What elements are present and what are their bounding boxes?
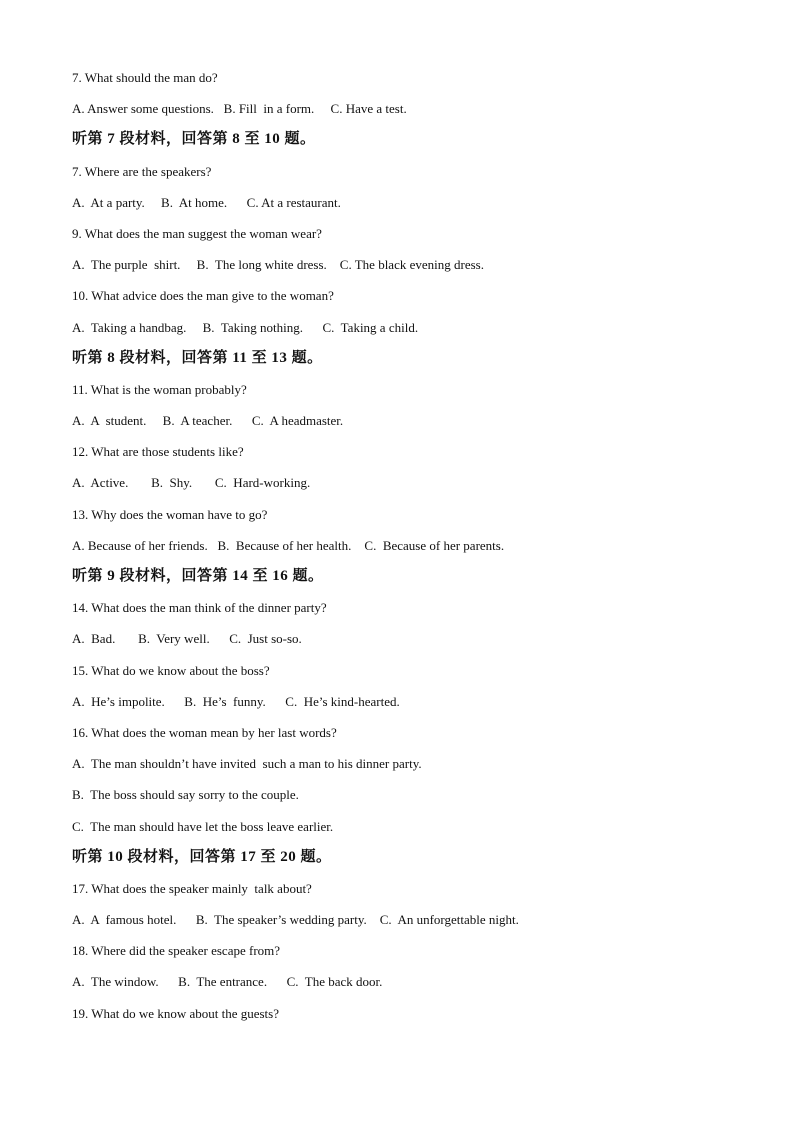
question-14: 14. What does the man think of the dinner party?: [72, 600, 327, 616]
options-17: A. A famous hotel. B. The speaker’s wedding party. C. An unforgettable night.: [72, 912, 519, 928]
document-page: [72, 62, 762, 1029]
options-9: A. The purple shirt. B. The long white dress. C. The black evening dress.: [72, 257, 484, 273]
options-18: A. The window. B. The entrance. C. The back door.: [72, 974, 383, 990]
options-7: A. Answer some questions. B. Fill in a form. C. Have a test.: [72, 101, 407, 117]
question-10: 10. What advice does the man give to the woman?: [72, 288, 334, 304]
options-12: A. Active. B. Shy. C. Hard-working.: [72, 475, 311, 491]
options-13: A. Because of her friends. B. Because of her health. C. Because of her parents.: [72, 537, 505, 553]
option-16-c: C. The man should have let the boss leave earlier.: [72, 818, 334, 834]
question-9: 9. What does the man suggest the woman wear?: [72, 225, 322, 241]
question-19: 19. What do we know about the guests?: [72, 1005, 279, 1021]
options-15: A. He’s impolite. B. He’s funny. C. He’s kind-hearted.: [72, 693, 400, 709]
question-17: 17. What does the speaker mainly talk about?: [72, 880, 312, 896]
option-16-b: B. The boss should say sorry to the couple.: [72, 787, 299, 803]
section-heading-8: 听第 8 段材料，回答第 11 至 13 题。: [72, 349, 323, 366]
section-heading-10: 听第 10 段材料，回答第 17 至 20 题。: [72, 848, 332, 865]
question-16: 16. What does the woman mean by her last words?: [72, 724, 337, 740]
question-18: 18. Where did the speaker escape from?: [72, 943, 281, 959]
question-12: 12. What are those students like?: [72, 444, 244, 460]
options-14: A. Bad. B. Very well. C. Just so-so.: [72, 631, 302, 647]
option-16-a: A. The man shouldn’t have invited such a man to his dinner party.: [72, 756, 422, 772]
options-10: A. Taking a handbag. B. Taking nothing. C. Taking a child.: [72, 319, 419, 335]
question-13: 13. Why does the woman have to go?: [72, 506, 268, 522]
question-15: 15. What do we know about the boss?: [72, 662, 270, 678]
section-heading-9: 听第 9 段材料，回答第 14 至 16 题。: [72, 568, 324, 584]
options-8: A. At a party. B. At home. C. At a restaurant.: [72, 194, 341, 210]
question-8: 7. Where are the speakers?: [72, 163, 212, 179]
question-7: 7. What should the man do?: [72, 70, 218, 85]
section-heading-7: 听第 7 段材料，回答第 8 至 10 题。: [72, 131, 316, 148]
question-11: 11. What is the woman probably?: [72, 381, 247, 397]
options-11: A. A student. B. A teacher. C. A headmaster.: [72, 413, 344, 429]
